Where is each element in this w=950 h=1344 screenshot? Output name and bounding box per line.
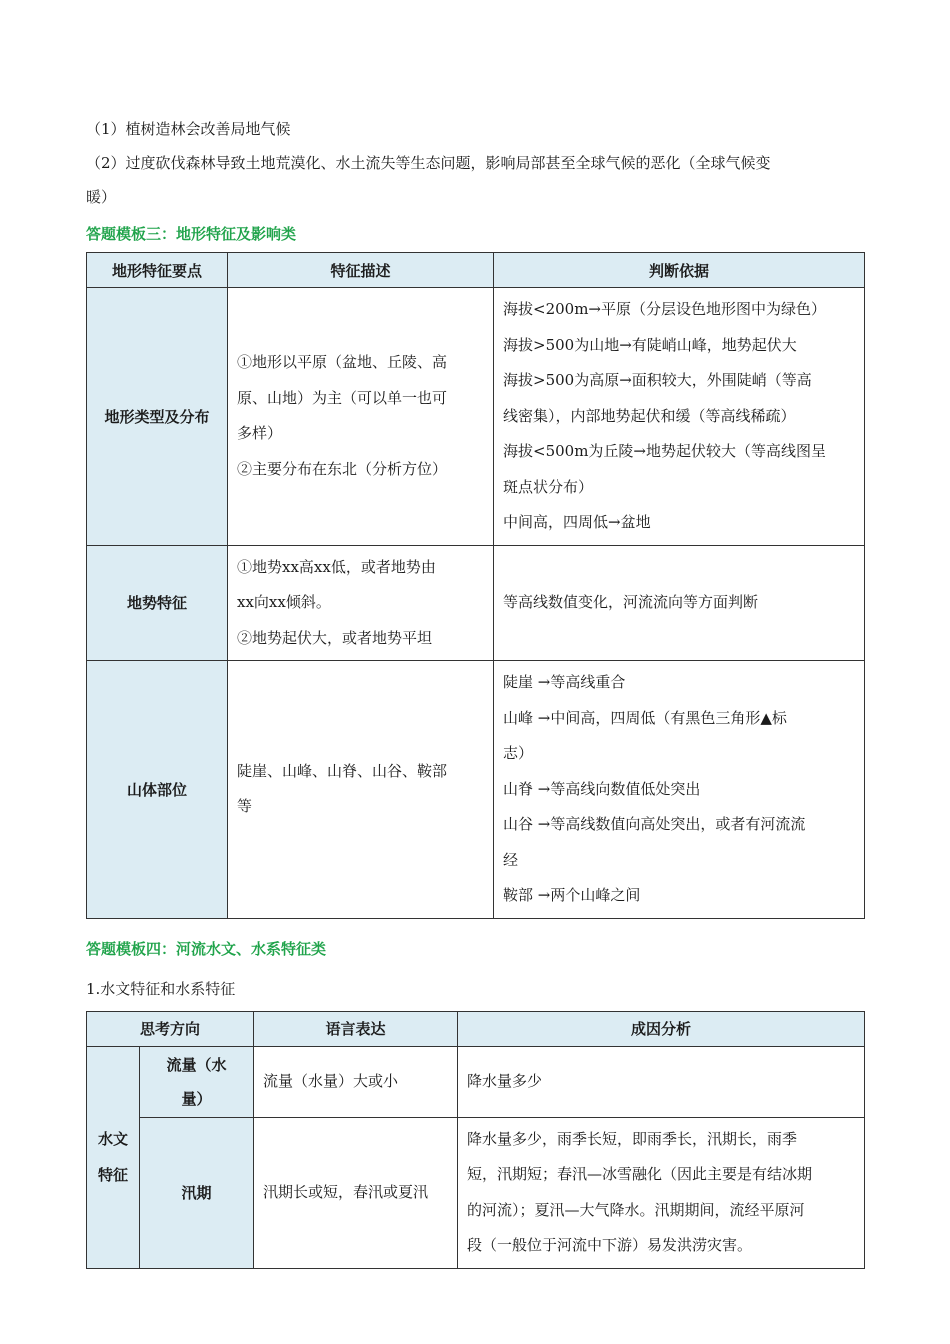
cause-line: 降水量多少，雨季长短，即雨季长，汛期长，雨季	[467, 1129, 798, 1148]
basis-line: 斑点状分布）	[503, 477, 594, 496]
group-key	[87, 1046, 140, 1268]
basis-line: 海拔<500m为丘陵→地势起伏较大（等高线图呈	[503, 442, 826, 460]
desc-line: ①地形以平原（盆地、丘陵、高	[237, 353, 448, 372]
row-cause	[458, 1117, 865, 1268]
row-basis	[494, 545, 865, 661]
table-row	[87, 545, 865, 661]
header-cell: 成因分析	[458, 1011, 865, 1046]
section4-title: 答题模板四：河流水文、水系特征类	[86, 939, 327, 958]
document-page	[86, 0, 864, 1269]
basis-line: 海拔>500为高原→面积较大，外围陡峭（等高	[503, 371, 812, 389]
cause-line: 降水量多少	[467, 1071, 543, 1090]
basis-line: 山谷 →等高线数值向高处突出，或者有河流流	[503, 815, 806, 833]
intro-paragraph-2-cont: 暖）	[86, 188, 117, 206]
basis-line: 鞍部 →两个山峰之间	[503, 886, 641, 904]
section3-title: 答题模板三：地形特征及影响类	[86, 225, 297, 243]
basis-line: 海拔>500为山地→有陡峭山峰，地势起伏大	[503, 335, 797, 354]
row-key: 地势特征	[87, 545, 228, 661]
basis-line: 志）	[503, 744, 534, 762]
header-cell: 语言表达	[254, 1011, 458, 1046]
row-cause	[458, 1046, 865, 1117]
section4-subtitle: 1.水文特征和水系特征	[86, 979, 236, 998]
row-key	[140, 1046, 254, 1117]
basis-line: 海拔<200m→平原（分层设色地形图中为绿色）	[503, 300, 826, 318]
intro-paragraph-2: （2）过度砍伐森林导致土地荒漠化、水土流失等生态问题，影响局部甚至全球气候的恶化（全球气候变	[86, 154, 771, 172]
row-expr: 汛期长或短，春汛或夏汛	[254, 1117, 458, 1268]
group-key-line: 特征	[97, 1166, 128, 1184]
desc-line: ②主要分布在东北（分析方位）	[237, 459, 448, 478]
basis-line: 经	[503, 850, 519, 869]
basis-line: 陡崖 →等高线重合	[503, 673, 626, 691]
row-expr: 流量（水量）大或小	[254, 1046, 458, 1117]
basis-line: 等高线数值变化，河流流向等方面判断	[503, 593, 759, 611]
desc-line: 陡崖、山峰、山脊、山谷、鞍部	[237, 761, 448, 780]
group-key-line: 水文	[97, 1130, 128, 1148]
desc-line: ②地势起伏大，或者地势平坦	[237, 628, 433, 647]
row-key-line: 流量（水	[166, 1055, 227, 1074]
row-desc	[228, 545, 494, 661]
header-cell: 特征描述	[228, 253, 494, 288]
desc-line: 原、山地）为主（可以单一也可	[237, 388, 448, 407]
table-row	[87, 1117, 865, 1268]
row-desc	[228, 661, 494, 919]
cause-line: 短，汛期短；春汛—冰雪融化（因此主要是有结冰期	[467, 1165, 813, 1183]
basis-line: 中间高，四周低→盆地	[503, 513, 651, 531]
row-key: 山体部位	[87, 661, 228, 919]
row-key: 地形类型及分布	[87, 288, 228, 546]
basis-line: 山峰 →中间高，四周低（有黑色三角形▲标	[503, 708, 787, 727]
cause-line: 段（一般位于河流中下游）易发洪涝灾害。	[467, 1236, 753, 1254]
cause-line: 的河流）；夏汛—大气降水。汛期期间，流经平原河	[467, 1200, 805, 1219]
hydrology-table-header	[87, 1011, 865, 1046]
basis-line: 线密集），内部地势起伏和缓（等高线稀疏）	[503, 406, 796, 425]
desc-line: 等	[237, 797, 253, 816]
intro-paragraph-1: （1）植树造林会改善局地气候	[86, 120, 291, 138]
terrain-table	[86, 252, 865, 919]
terrain-table-header	[87, 253, 865, 288]
table-row	[87, 1046, 865, 1117]
row-basis	[494, 288, 865, 546]
row-basis	[494, 661, 865, 919]
table-row	[87, 288, 865, 546]
basis-line: 山脊 →等高线向数值低处突出	[503, 779, 701, 798]
desc-line: 多样）	[237, 424, 283, 443]
header-cell: 思考方向	[87, 1011, 254, 1046]
desc-line: xx向xx倾斜。	[237, 593, 331, 611]
row-desc	[228, 288, 494, 546]
header-cell: 地形特征要点	[87, 253, 228, 288]
table-row	[87, 661, 865, 919]
header-cell: 判断依据	[494, 253, 865, 288]
intro-text	[86, 0, 864, 214]
row-key: 汛期	[140, 1117, 254, 1268]
hydrology-table	[86, 1011, 865, 1269]
row-key-line: 量）	[181, 1089, 212, 1108]
desc-line: ①地势xx高xx低，或者地势由	[237, 557, 436, 576]
